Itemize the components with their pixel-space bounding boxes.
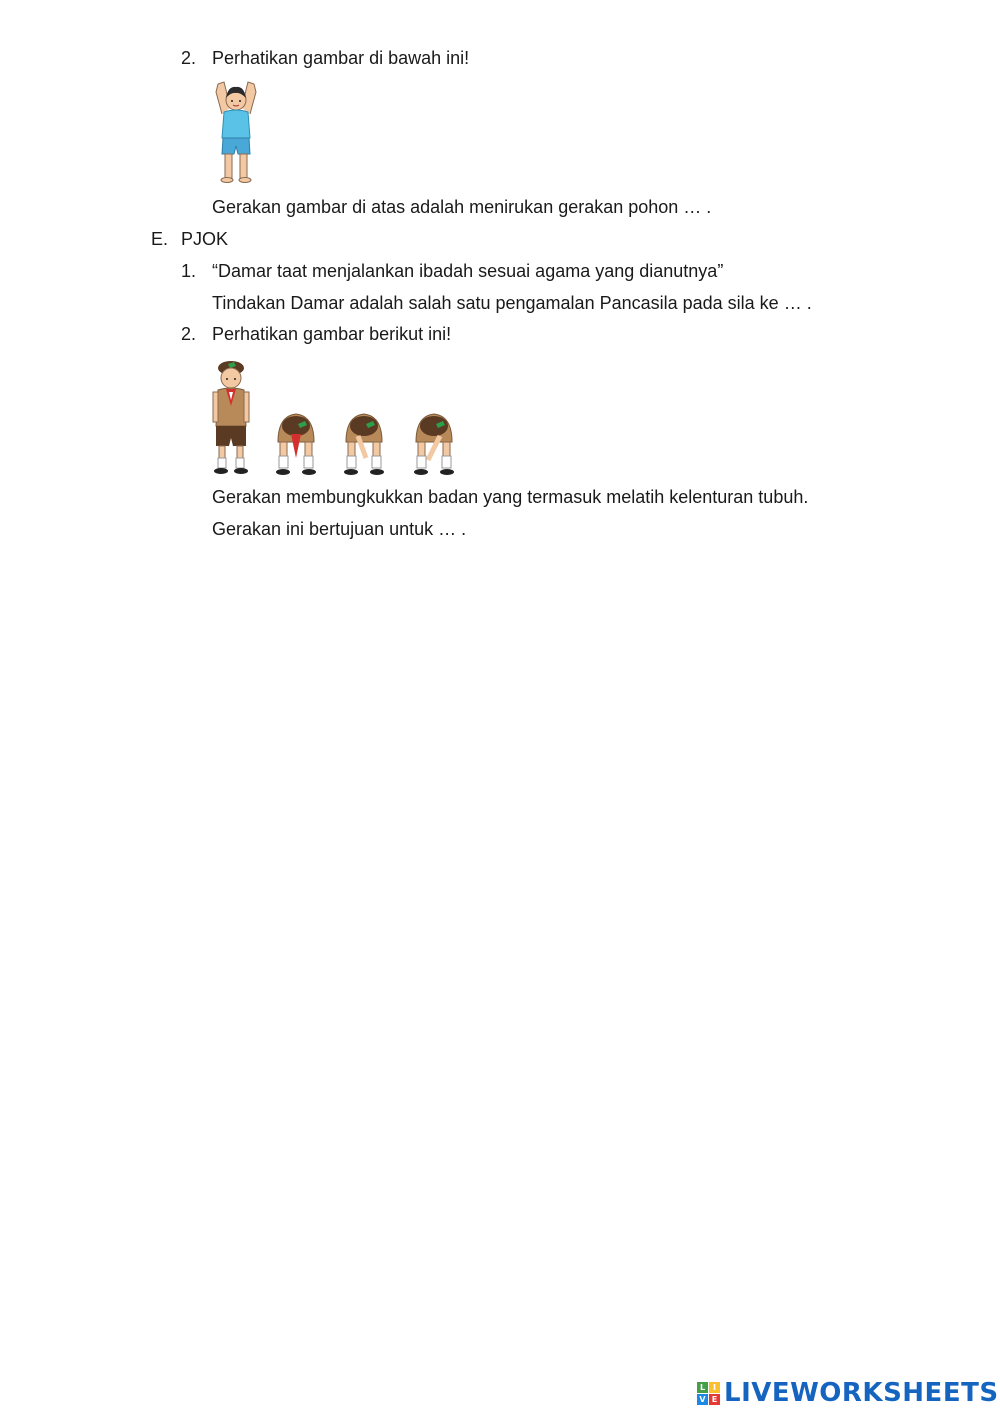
standing-scout-figure (213, 361, 249, 474)
section-title: PJOK (181, 229, 229, 249)
logo-mark-icon (697, 1382, 720, 1405)
bending-sequence-illustration (210, 354, 462, 478)
logo-text: LIVEWORKSHEETS (724, 1378, 999, 1408)
question-text: Perhatikan gambar di bawah ini! (212, 48, 470, 68)
question-text-continued: Tindakan Damar adalah salah satu pengamalan Pancasila pada sila ke … . (212, 293, 812, 313)
tree-pose-boy-illustration (210, 78, 262, 184)
logo-mark-letter: V (697, 1394, 708, 1405)
question-text: Perhatikan gambar berikut ini! (212, 324, 452, 344)
question-caption: Gerakan gambar di atas adalah menirukan gerakan pohon … . (212, 197, 712, 217)
question-number: 2. (181, 324, 197, 344)
logo-mark-letter: L (697, 1382, 708, 1393)
logo-mark-letter: I (709, 1382, 720, 1393)
question-caption-continued: Gerakan ini bertujuan untuk … . (212, 519, 467, 539)
question-text: “Damar taat menjalankan ibadah sesuai agama yang dianutnya” (212, 261, 724, 281)
question-number: 2. (181, 48, 197, 68)
question-number: 1. (181, 261, 197, 281)
section-letter: E. (151, 229, 169, 249)
bent-scout-figure-2 (344, 414, 384, 475)
bent-scout-figure-1 (276, 414, 316, 475)
bent-scout-figure-3 (414, 414, 454, 475)
question-caption: Gerakan membungkukkan badan yang termasuk melatih kelenturan tubuh. (212, 487, 809, 507)
logo-mark-letter: E (709, 1394, 720, 1405)
liveworksheets-logo[interactable] (697, 1378, 999, 1408)
